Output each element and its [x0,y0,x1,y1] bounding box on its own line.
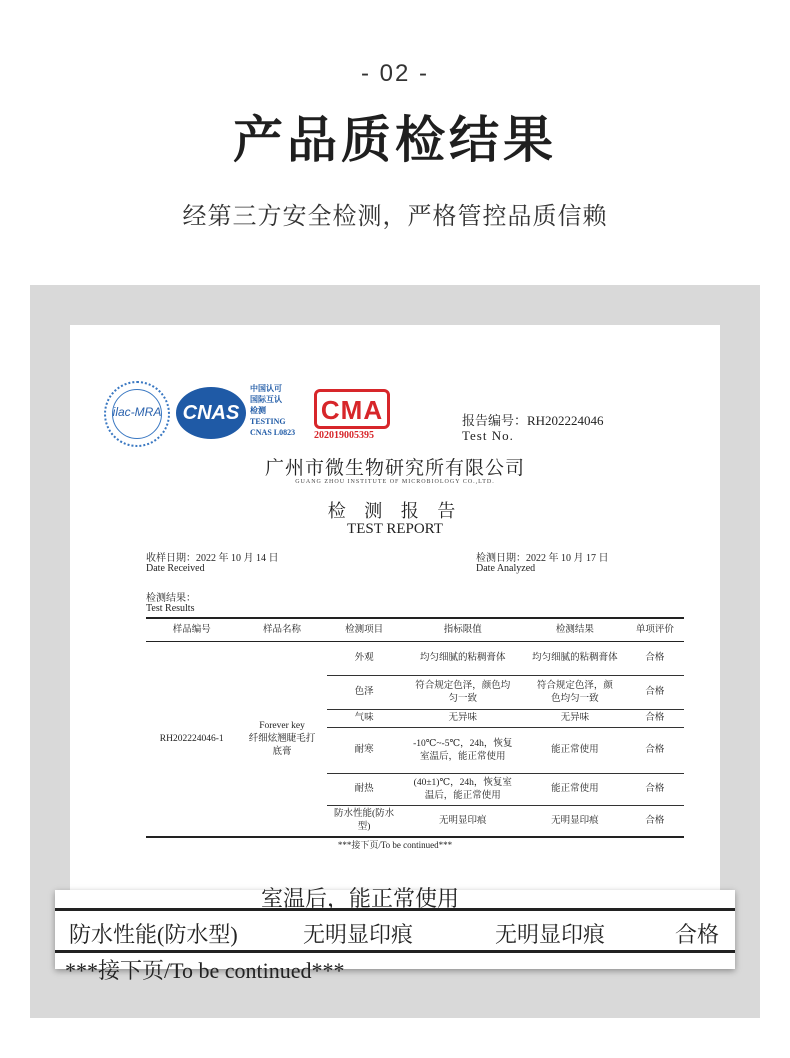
table-header-row [146,618,684,642]
ilac-mra-logo-icon: ilac-MRA [104,381,170,447]
item-cell: 气味 [327,710,402,728]
report-number: 报告编号：RH202224046 [462,413,604,428]
limit-cell: -10℃~-5℃，24h，恢复室温后，能正常使用 [401,728,524,774]
test-results-label-cn: 检测结果： [146,593,196,604]
eval-cell: 合格 [626,774,684,806]
result-cell: 符合规定色泽，颜色均匀一致 [524,676,626,710]
continued-note: ***接下页/To be continued*** [337,840,453,850]
cma-logo-icon: CMA [314,389,390,429]
zoom-item: 防水性能(防水型) [69,922,238,947]
date-received-cn: 收样日期：2022 年 10 月 14 日 [146,553,279,564]
date-received-en: Date Received [146,563,205,574]
section-title: 产品质检结果 [233,112,557,168]
table-row [146,642,684,676]
test-results-table [146,617,684,838]
cnas-accreditation-info: 中国认可 国际互认 检测 TESTING CNAS L0823 [250,384,296,437]
eval-cell: 合格 [626,676,684,710]
limit-cell: (40±1)℃，24h，恢复室温后，能正常使用 [401,774,524,806]
header-limit: 指标限值 [401,618,524,642]
date-analyzed-cn: 检测日期：2022 年 10 月 17 日 [476,553,609,564]
sample-name-en: Forever key [259,720,305,731]
report-title-cn: 检 测 报 告 [327,501,463,521]
zoomed-detail-strip [55,886,735,983]
result-cell: 无明显印痕 [524,806,626,838]
eval-cell: 合格 [626,710,684,728]
result-cell: 能正常使用 [524,774,626,806]
eval-cell: 合格 [626,642,684,676]
cma-number: 202019005395 [314,430,374,441]
section-subtitle: 经第三方安全检测，严格管控品质信赖 [182,203,608,230]
sample-id-cell: RH202224046-1 [146,642,237,838]
report-title-en: TEST REPORT [347,521,443,537]
header-sample-id: 样品编号 [146,618,237,642]
section-number: - 02 - [360,60,429,87]
zoom-bottom-text: ***接下页/To be continued*** [65,958,345,983]
item-cell: 防水性能(防水型) [327,806,402,838]
zoom-result: 无明显印痕 [495,922,606,947]
zoom-row [55,918,735,952]
item-cell: 外观 [327,642,402,676]
zoom-rule-bottom [55,950,735,953]
limit-cell: 无异味 [401,710,524,728]
eval-cell: 合格 [626,806,684,838]
date-analyzed-en: Date Analyzed [476,563,536,574]
item-cell: 耐寒 [327,728,402,774]
zoom-rule-top [55,908,735,911]
sample-name-cell [237,642,326,838]
header-sample-name: 样品名称 [237,618,326,642]
institute-name-en: GUANG ZHOU INSTITUTE OF MICROBIOLOGY CO.,LTD. [295,479,495,485]
sample-name-cn: 纤细炫翘睫毛打底膏 [248,733,316,757]
limit-cell: 无明显印痕 [401,806,524,838]
result-cell: 能正常使用 [524,728,626,774]
limit-cell: 均匀细腻的粘稠膏体 [401,642,524,676]
result-cell: 无异味 [524,710,626,728]
result-cell: 均匀细腻的粘稠膏体 [524,642,626,676]
report-number-label-en: Test No. [462,428,514,443]
item-cell: 耐热 [327,774,402,806]
test-report-document [70,325,720,895]
header-test-item: 检测项目 [327,618,402,642]
institute-name-cn: 广州市微生物研究所有限公司 [264,458,525,479]
cnas-logo-icon: CNAS [176,387,246,439]
eval-cell: 合格 [626,728,684,774]
zoom-eval: 合格 [675,922,720,947]
zoom-limit: 无明显印痕 [303,922,414,947]
header-result: 检测结果 [524,618,626,642]
limit-cell: 符合规定色泽，颜色均匀一致 [401,676,524,710]
zoom-top-text: 室温后，能正常使用 [261,886,460,911]
item-cell: 色泽 [327,676,402,710]
header-evaluation: 单项评价 [626,618,684,642]
test-results-label-en: Test Results [146,603,195,614]
